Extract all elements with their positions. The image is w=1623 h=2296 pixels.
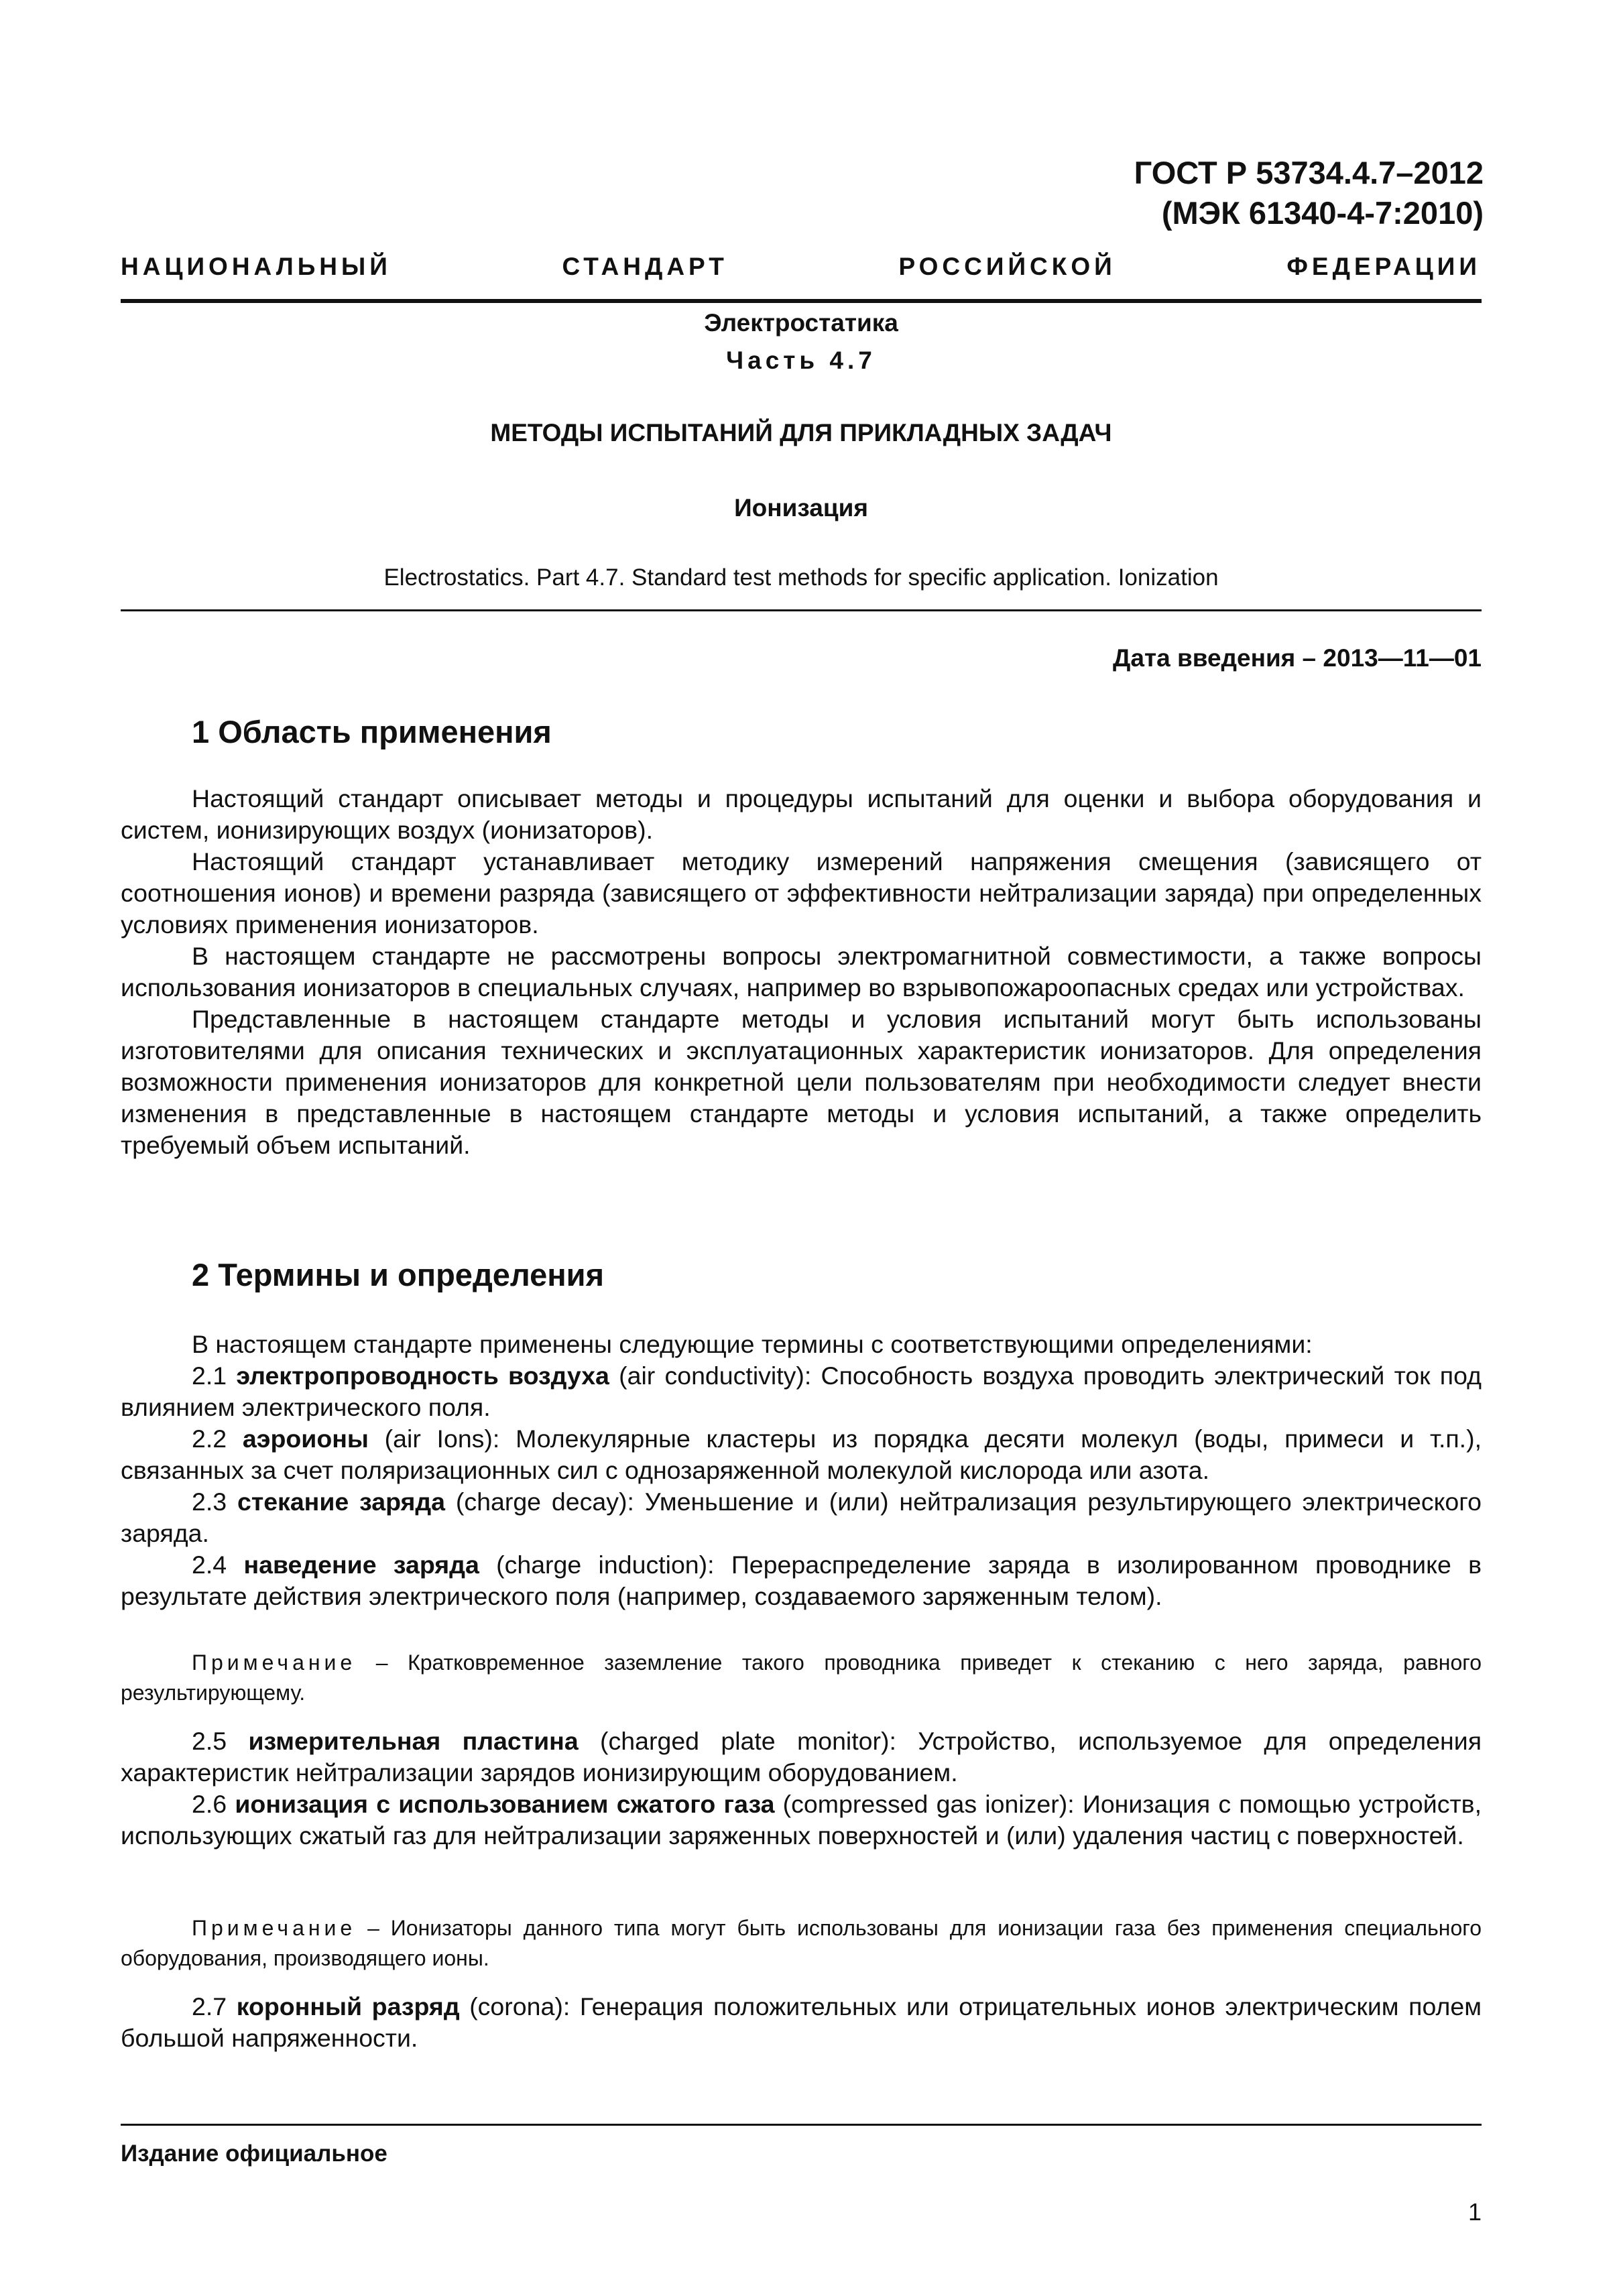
term-definition: 2.4 наведение заряда (charge induction): Перераспределение заряда в изолированном проводнике в результате действия электрического поля (например, создаваемого заряженным телом).	[121, 1551, 1482, 1610]
title-part: Часть 4.7	[726, 347, 876, 374]
note-1: Примечание – Кратковременное заземление такого проводника приведет к стеканию с него заряда, равного результирующему.	[121, 1650, 1482, 1705]
note-label: Примечание	[192, 1650, 357, 1675]
standard-number: ГОСТ Р 53734.4.7–2012	[1134, 155, 1484, 190]
title-main: МЕТОДЫ ИСПЫТАНИЙ ДЛЯ ПРИКЛАДНЫХ ЗАДАЧ	[490, 419, 1112, 446]
term-definition: 2.3 стекание заряда (charge decay): Уменьшение и (или) нейтрализация результирующего электрического заряда.	[121, 1488, 1482, 1547]
term: аэроионы	[242, 1425, 369, 1453]
term-definition: 2.1 электропроводность воздуха (air conductivity): Способность воздуха проводить электрический ток под влиянием электрического поля.	[121, 1362, 1482, 1421]
page-number: 1	[1467, 2198, 1482, 2226]
term-definition: 2.2 аэроионы (air Ions): Молекулярные кластеры из порядка десяти молекул (воды, примеси и т.п.), связанных за счет поляризационных сил с однозаряженной молекулой кислорода или азота.	[121, 1425, 1482, 1484]
paragraph: Настоящий стандарт устанавливает методику измерений напряжения смещения (зависящего от соотношения ионов) и времени разряда (зависящего от эффективности нейтрализации заряда) при определенных условиях применения ионизаторов.	[121, 847, 1482, 939]
term-definition: 2.5 измерительная пластина (charged plate monitor): Устройство, используемое для определения характеристик нейтрализации зарядов ионизирующим оборудованием.	[121, 1727, 1482, 1787]
edition-label: Издание официальное	[121, 2140, 387, 2167]
section2-body-end	[121, 1991, 1482, 2054]
paragraph: В настоящем стандарте не рассмотрены вопросы электромагнитной совместимости, а также вопросы использования ионизаторов в специальных случаях, например во взрывопожароопасных средах или устройствах.	[121, 942, 1482, 1002]
term: наведение заряда	[243, 1551, 479, 1579]
section1-body	[121, 783, 1482, 1161]
title-english: Electrostatics. Part 4.7. Standard test methods for specific application. Ionization	[383, 564, 1219, 591]
paragraph: В настоящем стандарте применены следующие термины с соответствующими определениями:	[192, 1330, 1313, 1358]
title-subtitle: Ионизация	[734, 494, 868, 522]
national-standard-banner: НАЦИОНАЛЬНЫЙ СТАНДАРТ РОССИЙСКОЙ ФЕДЕРАЦИИ	[121, 253, 1481, 280]
footer-rule	[121, 2124, 1482, 2126]
term: ионизация с использованием сжатого газа	[235, 1790, 775, 1818]
section2-body	[121, 1329, 1482, 1612]
term-definition: 2.6 ионизация с использованием сжатого газа (compressed gas ionizer): Ионизация с помощью устройств, использующих сжатый газ для нейтрализации заряженных поверхностей и (или) удаления частиц с поверхностей.	[121, 1790, 1482, 1850]
standard-designation	[1014, 153, 1484, 233]
title-rule	[121, 609, 1482, 611]
paragraph: Представленные в настоящем стандарте методы и условия испытаний могут быть использованы изготовителями для описания технических и эксплуатационных характеристик ионизаторов. Для определения возможности применения ионизаторов для конкретной цели пользователям при необходимости следует внести изменения в представленные в настоящем стандарте методы и условия испытаний, а также определить требуемый объем испытаний.	[121, 1005, 1482, 1159]
introduction-date: Дата введения – 2013—11—01	[1113, 644, 1482, 672]
section2-heading: 2 Термины и определения	[192, 1257, 604, 1292]
term: электропроводность воздуха	[236, 1362, 609, 1390]
term: стекание заряда	[237, 1488, 446, 1516]
title-line1: Электростатика	[704, 309, 898, 337]
section1-heading: 1 Область применения	[192, 714, 552, 749]
note-2: Примечание – Ионизаторы данного типа могут быть использованы для ионизации газа без применения специального оборудования, производящего ионы.	[121, 1916, 1482, 1970]
note-label: Примечание	[192, 1916, 357, 1940]
term-definition: 2.7 коронный разряд (corona): Генерация положительных или отрицательных ионов электрическим полем большой напряженности.	[121, 1992, 1482, 2052]
iec-reference: (МЭК 61340-4-7:2010)	[1161, 195, 1484, 231]
paragraph: Настоящий стандарт описывает методы и процедуры испытаний для оценки и выбора оборудования и систем, ионизирующих воздух (ионизаторов).	[121, 784, 1482, 844]
term: измерительная пластина	[248, 1727, 579, 1755]
term: коронный разряд	[236, 1992, 460, 2020]
section2-body-cont	[121, 1726, 1482, 1852]
